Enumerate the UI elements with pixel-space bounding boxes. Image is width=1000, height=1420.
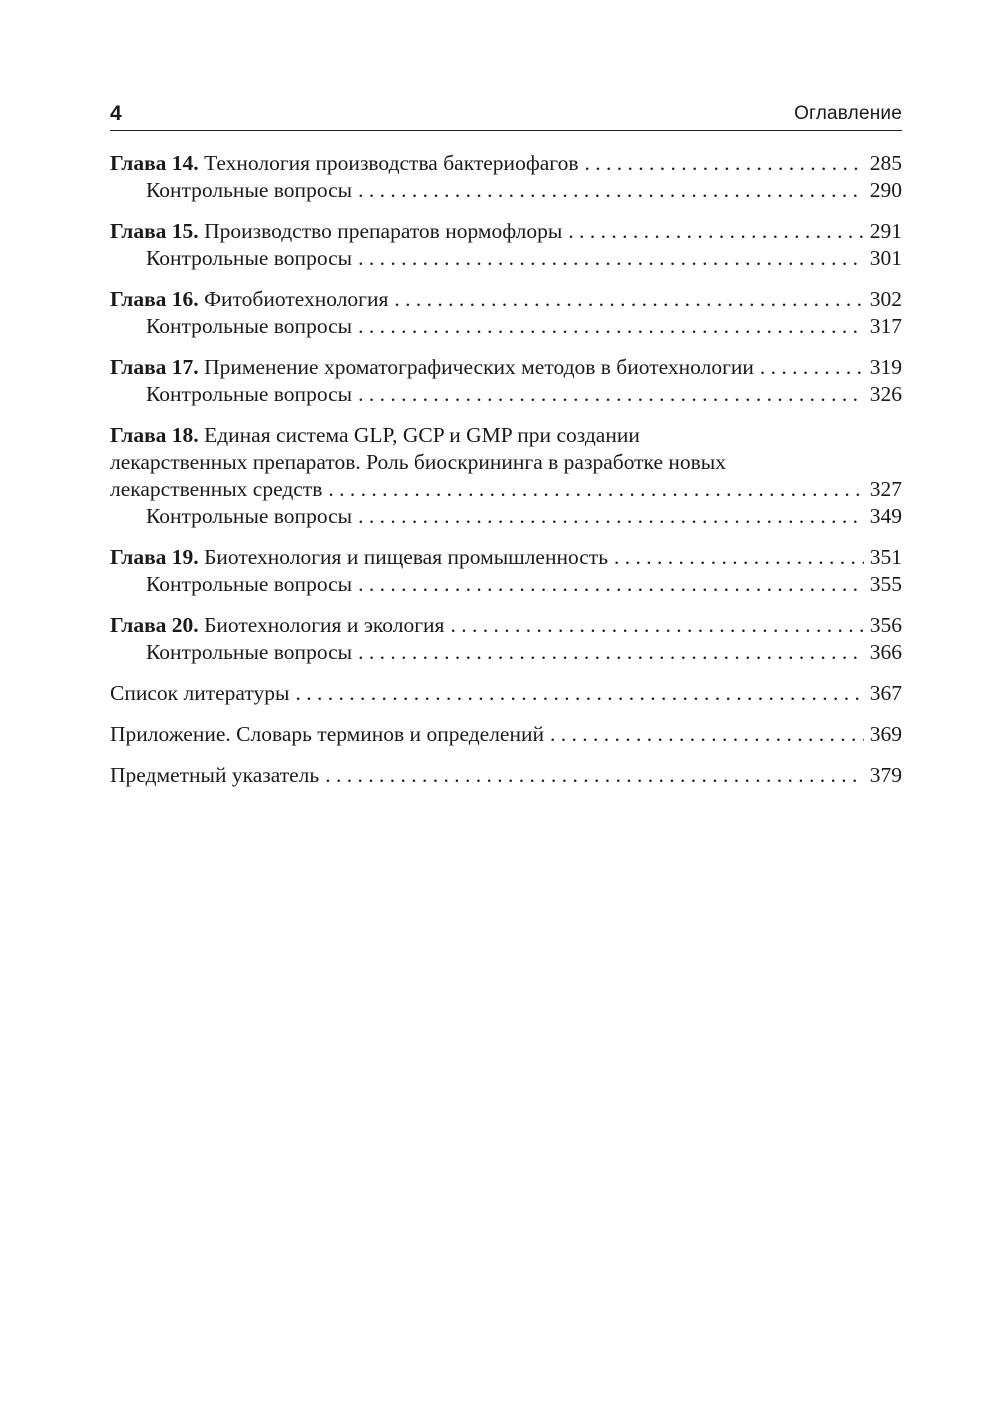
toc-line[interactable] [110, 476, 902, 503]
page-ref: 326 [869, 382, 902, 406]
chapter-title: Производство препаратов нормофлоры [204, 219, 563, 243]
leader-dots [358, 177, 864, 204]
toc-entry-ch17 [110, 354, 902, 408]
leader-dots [358, 639, 864, 666]
leader-dots [450, 612, 863, 639]
toc-subline[interactable] [110, 639, 902, 666]
toc-entry-ch15 [110, 218, 902, 272]
toc-subline[interactable] [110, 571, 902, 598]
page-ref: 369 [869, 722, 902, 746]
toc-line[interactable] [110, 612, 902, 639]
chapter-label: Глава 17. [110, 355, 199, 379]
leader-dots [760, 354, 864, 381]
page-ref: 291 [869, 219, 902, 243]
leader-dots [325, 762, 864, 789]
table-of-contents [110, 150, 902, 803]
toc-line[interactable] [110, 680, 902, 707]
page-ref: 351 [869, 545, 902, 569]
chapter-title: Фитобиотехнология [204, 287, 389, 311]
toc-entry-ch19 [110, 544, 902, 598]
leader-dots [358, 245, 864, 272]
chapter-label: Глава 18. [110, 423, 199, 447]
leader-dots [358, 381, 864, 408]
page-ref: 356 [869, 613, 902, 637]
page-ref: 285 [869, 151, 902, 175]
toc-entry-appendix [110, 721, 902, 748]
chapter-title: Единая система GLP, GCP и GMP при создании [204, 423, 640, 447]
leader-dots [550, 721, 864, 748]
page-ref: 327 [869, 477, 902, 501]
leader-dots [358, 313, 864, 340]
leader-dots [358, 503, 864, 530]
toc-line[interactable] [110, 150, 902, 177]
leader-dots [358, 571, 864, 598]
leader-dots [584, 150, 863, 177]
section-title: Список литературы [110, 681, 290, 705]
chapter-label: Глава 14. [110, 151, 199, 175]
toc-line[interactable] [110, 762, 902, 789]
section-title: Контрольные вопросы [146, 640, 353, 664]
page-ref: 302 [869, 287, 902, 311]
leader-dots [614, 544, 864, 571]
chapter-title: Технология производства бактериофагов [204, 151, 579, 175]
chapter-title: Биотехнология и пищевая промышленность [204, 545, 609, 569]
toc-subline[interactable] [110, 313, 902, 340]
page-ref: 290 [869, 178, 902, 202]
toc-subline[interactable] [110, 381, 902, 408]
leader-dots [295, 680, 863, 707]
section-title: Контрольные вопросы [146, 178, 353, 202]
page-number: 4 [110, 102, 122, 125]
page-ref: 317 [869, 314, 902, 338]
leader-dots [568, 218, 863, 245]
chapter-label: Глава 20. [110, 613, 199, 637]
toc-line[interactable] [110, 354, 902, 381]
chapter-title: Биотехнология и экология [204, 613, 445, 637]
toc-subline[interactable] [110, 245, 902, 272]
page-ref: 379 [869, 763, 902, 787]
section-title: Контрольные вопросы [146, 314, 353, 338]
toc-line[interactable] [110, 721, 902, 748]
toc-subline[interactable] [110, 503, 902, 530]
toc-line[interactable] [110, 218, 902, 245]
chapter-title-continued: лекарственных средств [110, 477, 323, 501]
page-ref: 301 [869, 246, 902, 270]
leader-dots [394, 286, 863, 313]
toc-entry-references [110, 680, 902, 707]
page-ref: 355 [869, 572, 902, 596]
section-title: Предметный указатель [110, 763, 320, 787]
chapter-label: Глава 19. [110, 545, 199, 569]
section-title: Контрольные вопросы [146, 382, 353, 406]
running-title: Оглавление [794, 103, 902, 124]
toc-subline[interactable] [110, 177, 902, 204]
section-title: Приложение. Словарь терминов и определений [110, 722, 544, 746]
toc-line[interactable] [110, 544, 902, 571]
section-title: Контрольные вопросы [146, 572, 353, 596]
leader-dots [328, 476, 863, 503]
chapter-label: Глава 15. [110, 219, 199, 243]
toc-entry-ch14 [110, 150, 902, 204]
section-title: Контрольные вопросы [146, 504, 353, 528]
toc-entry-ch16 [110, 286, 902, 340]
toc-line[interactable] [110, 286, 902, 313]
page-header [110, 98, 902, 131]
toc-line[interactable] [110, 422, 902, 449]
toc-entry-ch20 [110, 612, 902, 666]
chapter-label: Глава 16. [110, 287, 199, 311]
section-title: Контрольные вопросы [146, 246, 353, 270]
chapter-title: Применение хроматографических методов в биотехнологии [204, 355, 754, 379]
page-ref: 366 [869, 640, 902, 664]
page-ref: 319 [869, 355, 902, 379]
toc-entry-ch18 [110, 422, 902, 530]
page-ref: 349 [869, 504, 902, 528]
toc-entry-index [110, 762, 902, 789]
chapter-title-continued: лекарственных препаратов. Роль биоскрининга в разработке новых [110, 450, 726, 474]
page-ref: 367 [869, 681, 902, 705]
